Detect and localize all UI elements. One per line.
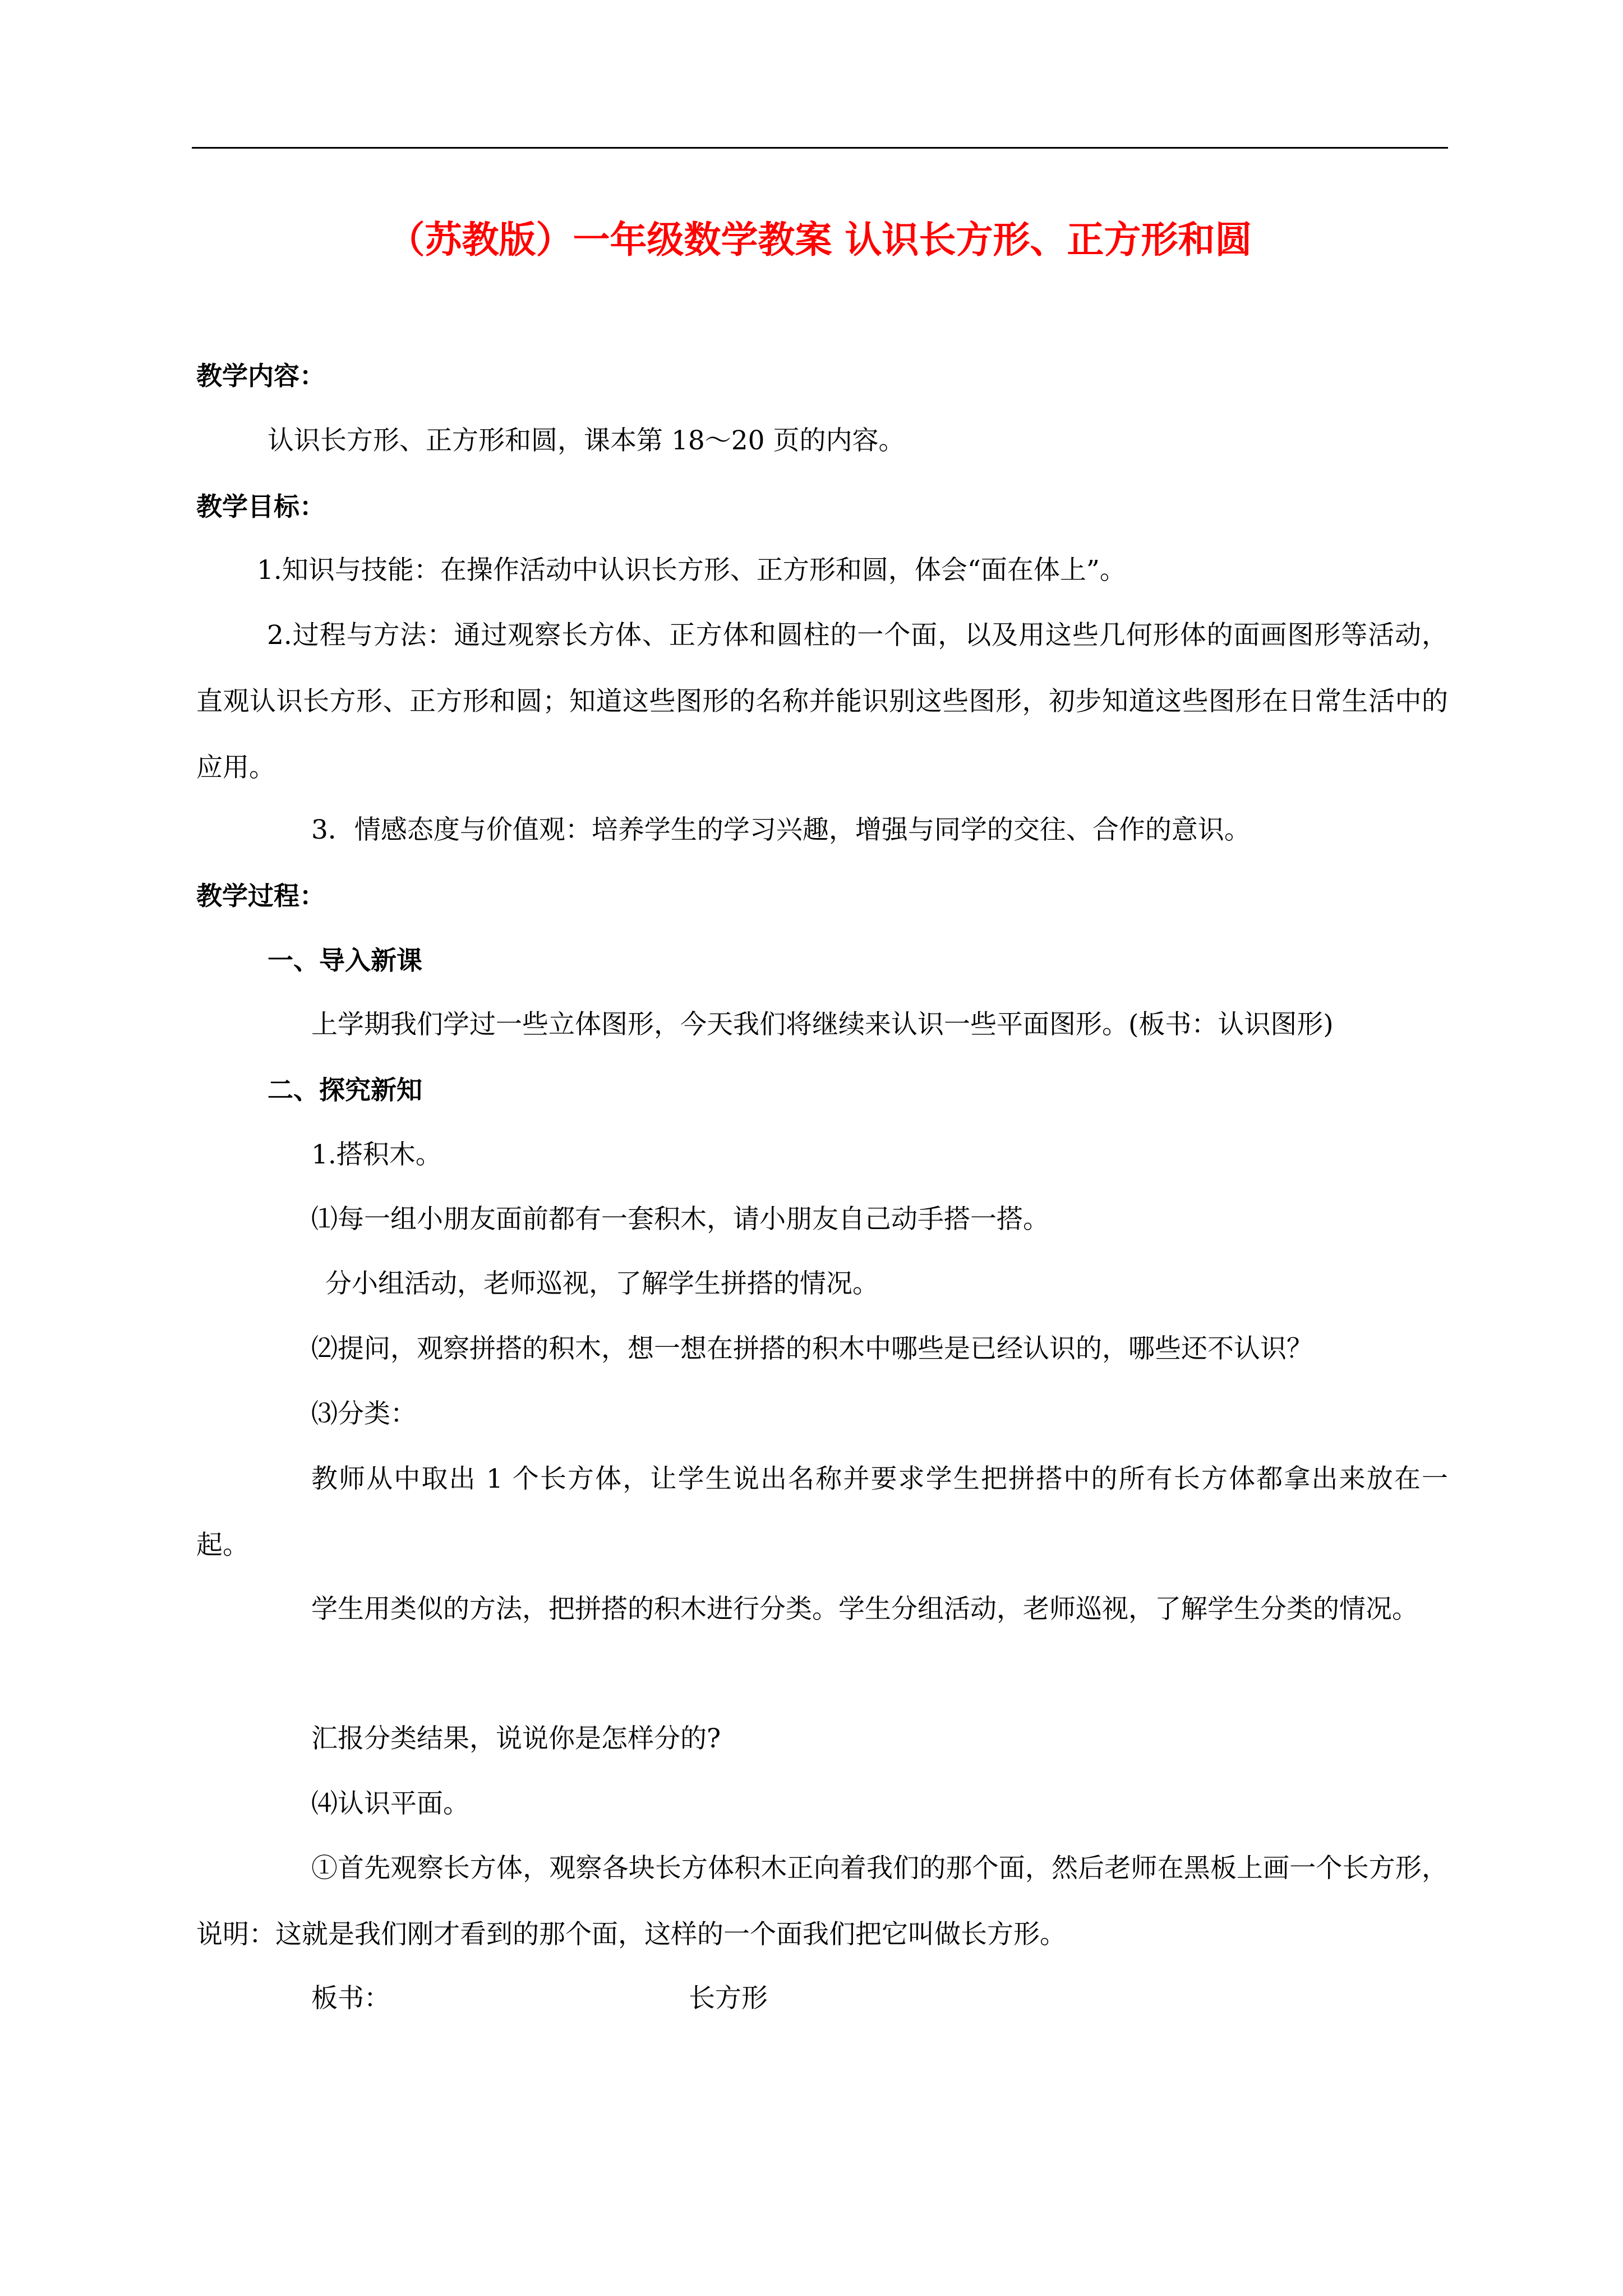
goal-2: 2.过程与方法：通过观察长方体、正方体和圆柱的一个面，以及用这些几何形体的面画图形等活动，直观认识长方形、正方形和圆；知道这些图形的名称并能识别这些图形，初步知道这些图形在日常生活中的应用。 bbox=[196, 620, 1448, 783]
classify-paragraph-2: 学生用类似的方法，把拼搭的积木进行分类。学生分组活动，老师巡视，了解学生分类的情况。 bbox=[311, 1594, 1418, 1625]
section-1-text: 上学期我们学过一些立体图形，今天我们将继续来认识一些平面图形。(板书：认识图形) bbox=[311, 1009, 1334, 1040]
step-1: 1.搭积木。 bbox=[311, 1139, 442, 1170]
board-label: 板书： bbox=[311, 1983, 390, 2014]
report-question: 汇报分类结果，说说你是怎样分的? bbox=[311, 1723, 721, 1754]
goal-3: 3．情感态度与价值观：培养学生的学习兴趣，增强与同学的交往、合作的意识。 bbox=[311, 815, 1251, 845]
teaching-content-text: 认识长方形、正方形和圆，课本第 18～20 页的内容。 bbox=[268, 425, 905, 456]
goal-1: 1.知识与技能：在操作活动中认识长方形、正方形和圆，体会“面在体上”。 bbox=[257, 555, 1126, 586]
board-value: 长方形 bbox=[689, 1983, 768, 2014]
step-1-1: ⑴每一组小朋友面前都有一套积木，请小朋友自己动手搭一搭。 bbox=[311, 1204, 1049, 1235]
section-2-heading: 二、探究新知 bbox=[268, 1075, 422, 1105]
classify-paragraph-1: 教师从中取出 1 个长方体，让学生说出名称并要求学生把拼搭中的所有长方体都拿出来放在一起。 bbox=[196, 1464, 1448, 1561]
section-1-heading: 一、导入新课 bbox=[268, 945, 422, 976]
step-1-4: ⑷认识平面。 bbox=[311, 1788, 469, 1819]
teaching-goals-heading: 教学目标： bbox=[196, 491, 325, 522]
step-1-3: ⑶分类： bbox=[311, 1398, 417, 1429]
teaching-content-heading: 教学内容： bbox=[196, 361, 325, 391]
activity-note: 分小组活动，老师巡视，了解学生拼搭的情况。 bbox=[325, 1268, 879, 1299]
step-1-2: ⑵提问，观察拼搭的积木，想一想在拼搭的积木中哪些是已经认识的，哪些还不认识？ bbox=[311, 1333, 1313, 1364]
observe-rectangle-paragraph: ①首先观察长方体，观察各块长方体积木正向着我们的那个面，然后老师在黑板上画一个长方形，说明：这就是我们刚才看到的那个面，这样的一个面我们把它叫做长方形。 bbox=[196, 1853, 1448, 1950]
teaching-process-heading: 教学过程： bbox=[196, 881, 325, 911]
document-title: （苏教版）一年级数学教案 认识长方形、正方形和圆 bbox=[388, 218, 1252, 261]
header-rule bbox=[192, 147, 1448, 149]
